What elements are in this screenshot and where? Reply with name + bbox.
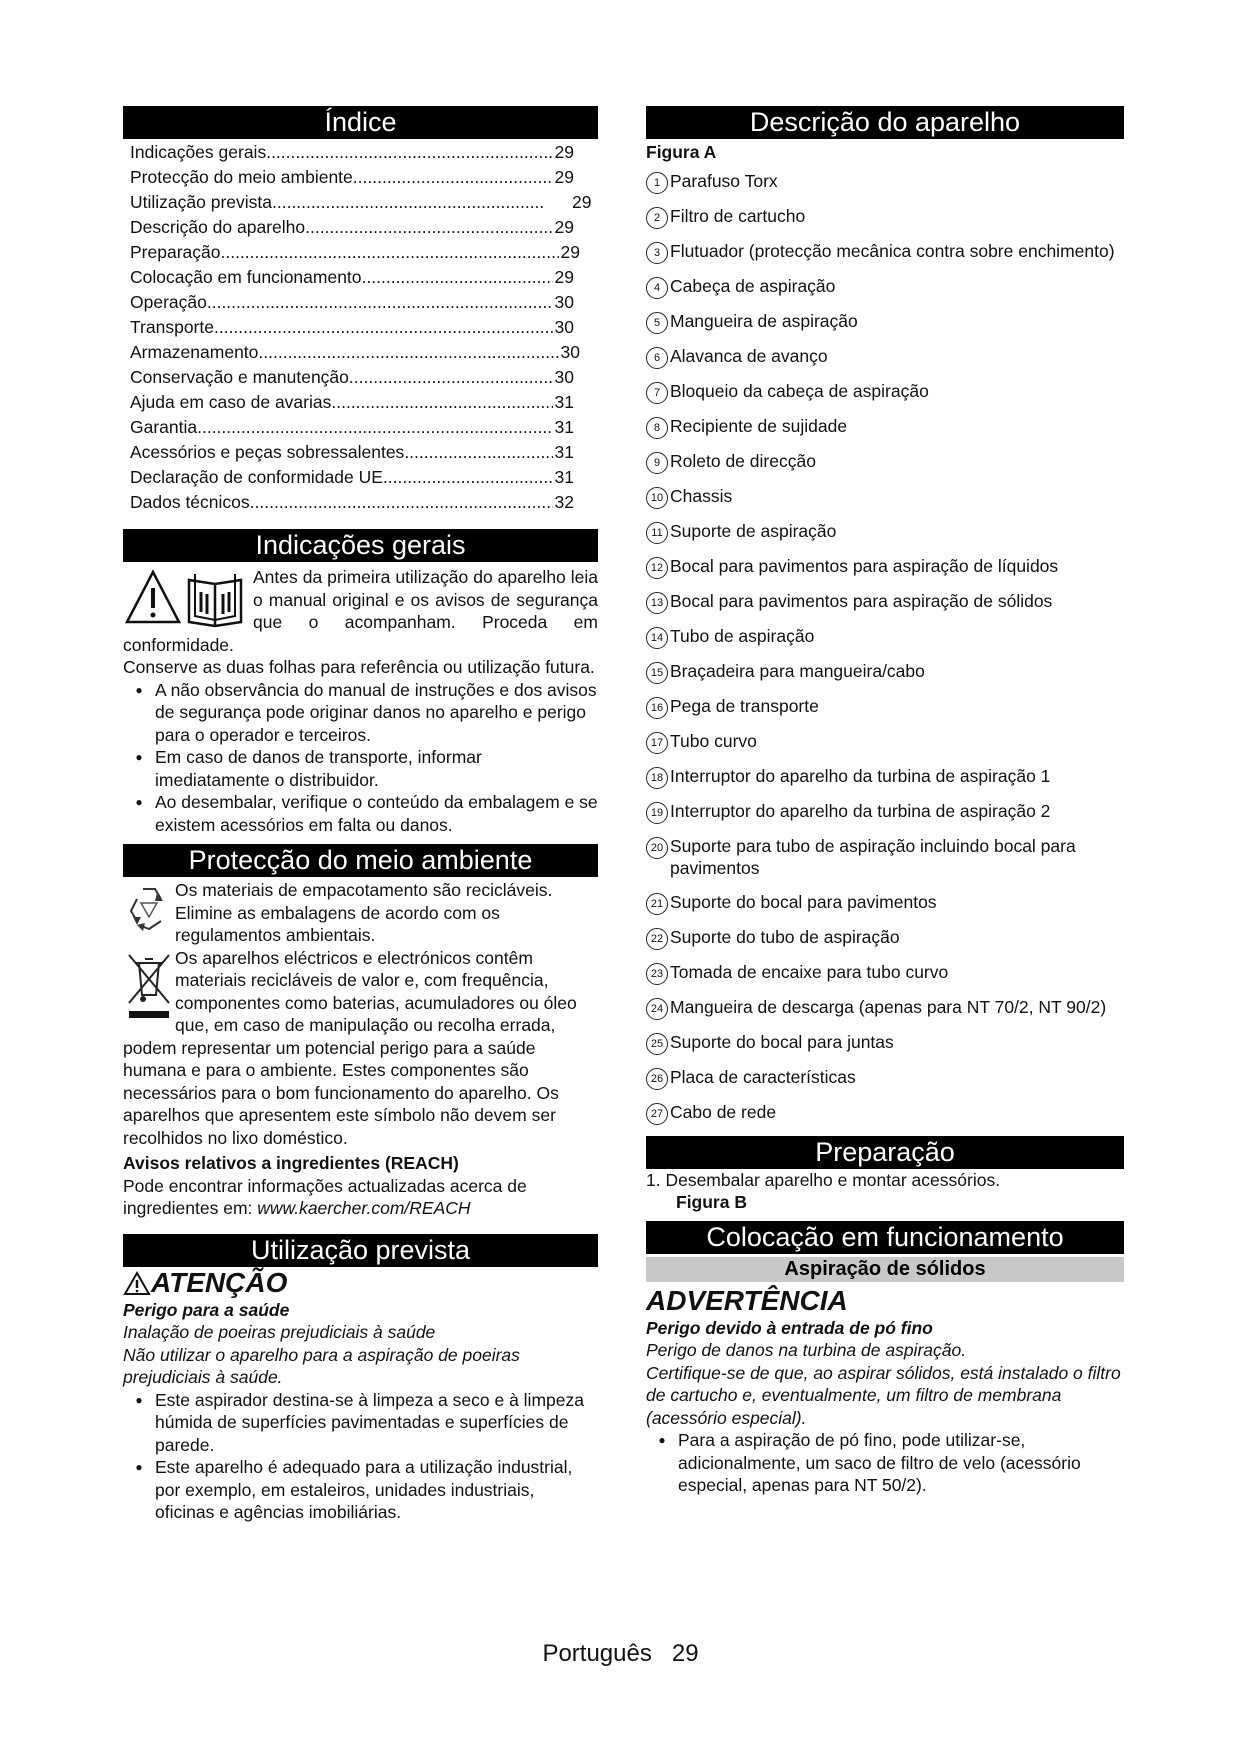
list-item: 25 Suporte do bocal para juntas [646,1031,1124,1055]
part-number: 3 [646,242,668,264]
toc-item-label: Operação [130,292,207,312]
toc-item[interactable] [123,440,598,465]
part-number: 13 [646,592,668,614]
part-number: 11 [646,522,668,544]
usage-warning-line1: Inalação de poeiras prejudiciais à saúde [123,1322,436,1342]
toc-item-label: Ajuda em caso de avarias [130,392,332,412]
list-item: ● Ao desembalar, verifique o conteúdo da embalagem e se existem acessórios em falta ou danos. [135,792,598,835]
list-item: 5 Mangueira de aspiração [646,310,1124,334]
preparation-step: 1. Desembalar aparelho e montar acessórios. [646,1169,1001,1190]
part-number: 19 [646,802,668,824]
toc-item-page: 30 [554,292,574,312]
list-item: 18 Interruptor do aparelho da turbina de aspiração 1 [646,765,1124,789]
list-item: 9 Roleto de direcção [646,450,1124,474]
list-item: 8 Recipiente de sujidade [646,415,1124,439]
list-item: 12 Bocal para pavimentos para aspiração de líquidos [646,555,1124,579]
toc-item-label: Colocação em funcionamento [130,267,362,287]
toc-item[interactable] [123,215,598,240]
part-number: 10 [646,487,668,509]
part-number: 9 [646,452,668,474]
toc-item-label: Declaração de conformidade UE [130,467,383,487]
list-item: 23 Tomada de encaixe para tubo curvo [646,961,1124,985]
toc-item-label: Transporte [130,317,214,337]
list-item: 27 Cabo de rede [646,1101,1124,1125]
recycle-icon [123,879,175,939]
toc-item-label: Protecção do meio ambiente [130,167,353,187]
usage-warning-line2: Não utilizar o aparelho para a aspiração de poeiras prejudiciais à saúde. [123,1344,520,1387]
crossed-bin-icon [123,947,175,1027]
list-item: ● Este aparelho é adequado para a utilização industrial, por exemplo, em estaleiros, unidades industriais, oficinas e agências imobiliárias. [135,1457,573,1522]
part-number: 5 [646,312,668,334]
toc-item-label: Descrição do aparelho [130,217,306,237]
toc-item[interactable] [123,140,598,165]
toc-item[interactable] [123,315,598,340]
toc-item-page: 29 [554,217,574,237]
toc-item[interactable] [123,190,598,215]
toc-item[interactable] [123,240,598,265]
toc-item-page: 29 [554,167,574,187]
toc-title: Índice [123,106,598,139]
part-number: 21 [646,893,668,915]
part-number: 25 [646,1033,668,1055]
list-item: 2 Filtro de cartucho [646,205,1124,229]
list-item: 14 Tubo de aspiração [646,625,1124,649]
toc-item-label: Garantia [130,417,198,437]
startup-subtitle: Aspiração de sólidos [646,1257,1124,1282]
toc-item-page: 31 [554,467,574,487]
list-item: 20 Suporte para tubo de aspiração incluindo bocal para pavimentos [646,835,1124,880]
list-item: 1 Parafuso Torx [646,170,1124,194]
toc-item[interactable] [123,265,598,290]
part-number: 2 [646,207,668,229]
part-number: 22 [646,928,668,950]
list-item: 19 Interruptor do aparelho da turbina de aspiração 2 [646,800,1124,824]
toc-item-page: 31 [554,392,574,412]
startup-title: Colocação em funcionamento [646,1221,1124,1254]
toc-item[interactable] [123,365,598,390]
list-item: 21 Suporte do bocal para pavimentos [646,891,1124,915]
preparation-title: Preparação [646,1136,1124,1169]
toc-item-page: 29 [554,267,574,287]
right-column [646,106,1124,1497]
part-number: 8 [646,417,668,439]
toc-item-page: 31 [554,417,574,437]
toc-item[interactable] [123,415,598,440]
part-number: 24 [646,998,668,1020]
part-number: 12 [646,557,668,579]
list-item: 3 Flutuador (protecção mecânica contra sobre enchimento) [646,240,1124,264]
toc-item[interactable] [123,165,598,190]
page-number: 29 [671,1640,699,1667]
toc-item-page: 29 [560,242,580,262]
toc-item-label: Acessórios e peças sobressalentes [130,442,405,462]
part-number: 14 [646,627,668,649]
toc-item-page: 30 [560,342,580,362]
toc-item-page: 32 [554,492,574,512]
environment-title: Protecção do meio ambiente [123,844,598,877]
list-item: 11 Suporte de aspiração [646,520,1124,544]
list-item: ● Em caso de danos de transporte, informar imediatamente o distribuidor. [135,747,482,790]
environment-recycle: Os materiais de empacotamento são recicláveis. Elimine as embalagens de acordo com os regulamentos ambientais. [175,880,553,945]
list-item: ● Para a aspiração de pó fino, pode utilizar-se, adicionalmente, um saco de filtro de velo (acessório especial, apenas para NT 50/2). [658,1430,1081,1495]
toc-item-label: Dados técnicos [130,492,250,512]
part-number: 4 [646,277,668,299]
usage-section [123,1267,598,1524]
part-number: 20 [646,837,668,859]
description-title: Descrição do aparelho [646,106,1124,139]
left-column [123,106,598,1524]
toc-item-page: 31 [554,442,574,462]
toc-item[interactable] [123,490,598,515]
list-item: 7 Bloqueio da cabeça de aspiração [646,380,1124,404]
usage-warning-title: ATENÇÃO [151,1266,288,1298]
list-item: 10 Chassis [646,485,1124,509]
toc-item[interactable] [123,465,598,490]
toc-item[interactable] [123,390,598,415]
list-item: 17 Tubo curvo [646,730,1124,754]
general-section [123,566,598,836]
part-number: 7 [646,382,668,404]
part-number: 15 [646,662,668,684]
general-keep: Conserve as duas folhas para referência ou utilização futura. [123,657,595,677]
list-item: 15 Braçadeira para mangueira/cabo [646,660,1124,684]
toc-item-label: Utilização prevista [130,192,272,212]
list-item: 4 Cabeça de aspiração [646,275,1124,299]
toc-item-page: 30 [554,317,574,337]
toc-item-label: Indicações gerais [130,142,267,162]
list-item: 6 Alavanca de avanço [646,345,1124,369]
toc-item[interactable] [123,340,598,365]
list-item: ● A não observância do manual de instruções e dos avisos de segurança pode originar danos no aparelho e perigo para o operador e terceiros. [135,679,597,745]
environment-weee: Os aparelhos eléctricos e electrónicos contêm materiais recicláveis de valor e, com frequência, componentes como baterias, acumuladores ou óleo que, em caso de manipulação ou recolha errada, podem representar um potencial perigo para a saúde humana e para o ambiente. Estes componentes são necessários para o bom funcionamento do aparelho. Os aparelhos que apresentem este símbolo não devem ser recolhidos no lixo doméstico. [123,947,577,1148]
list-item: ● Este aspirador destina-se à limpeza a seco e à limpeza húmida de superfícies pavimentadas e superfícies de parede. [135,1389,584,1455]
part-number: 17 [646,732,668,754]
general-intro: Antes da primeira utilização do aparelho leia o manual original e os avisos de segurança que o acompanham. Proceda em conformidade. [123,567,598,655]
toc-list [123,140,598,515]
list-item: 24 Mangueira de descarga (apenas para NT 70/2, NT 90/2) [646,996,1124,1020]
figure-b-label: Figura B [676,1192,747,1212]
toc-item-label: Armazenamento [130,342,259,362]
part-number: 27 [646,1103,668,1125]
parts-list [646,170,1124,1125]
list-item: 13 Bocal para pavimentos para aspiração de sólidos [646,590,1124,614]
startup-warning-title: ADVERTÊNCIA [646,1284,848,1316]
toc-item[interactable] [123,290,598,315]
part-number: 6 [646,347,668,369]
startup-warning-line2: Certifique-se de que, ao aspirar sólidos, está instalado o filtro de cartucho e, eventualmente, um filtro de membrana (acessório especial). [646,1362,1121,1428]
part-number: 26 [646,1068,668,1090]
startup-warning-subtitle: Perigo devido à entrada de pó fino [646,1317,933,1338]
reach-text: Pode encontrar informações actualizadas acerca de ingredientes em: www.kaercher.com/REACH [123,1175,527,1218]
list-item: 16 Pega de transporte [646,695,1124,719]
toc-item-label: Preparação [130,242,221,262]
figure-a-label: Figura A [646,142,717,162]
environment-section [123,879,598,1220]
reach-link[interactable]: www.kaercher.com/REACH [257,1198,471,1218]
usage-warning-subtitle: Perigo para a saúde [123,1299,290,1320]
part-number: 1 [646,172,668,194]
warning-manual-icon [123,566,253,630]
general-title: Indicações gerais [123,529,598,562]
part-number: 18 [646,767,668,789]
toc-item-page: 29 [554,142,574,162]
list-item: 22 Suporte do tubo de aspiração [646,926,1124,950]
toc-item-page: 30 [554,367,574,387]
reach-title: Avisos relativos a ingredientes (REACH) [123,1153,459,1173]
page-footer [0,1640,1241,1668]
toc-item-page: 29 [572,192,592,212]
footer-language: Português [542,1640,652,1667]
part-number: 16 [646,697,668,719]
warning-icon [123,1270,151,1296]
startup-warning-line1: Perigo de danos na turbina de aspiração. [646,1340,967,1360]
part-number: 23 [646,963,668,985]
toc-item-label: Conservação e manutenção [130,367,349,387]
usage-title: Utilização prevista [123,1234,598,1267]
list-item: 26 Placa de características [646,1066,1124,1090]
